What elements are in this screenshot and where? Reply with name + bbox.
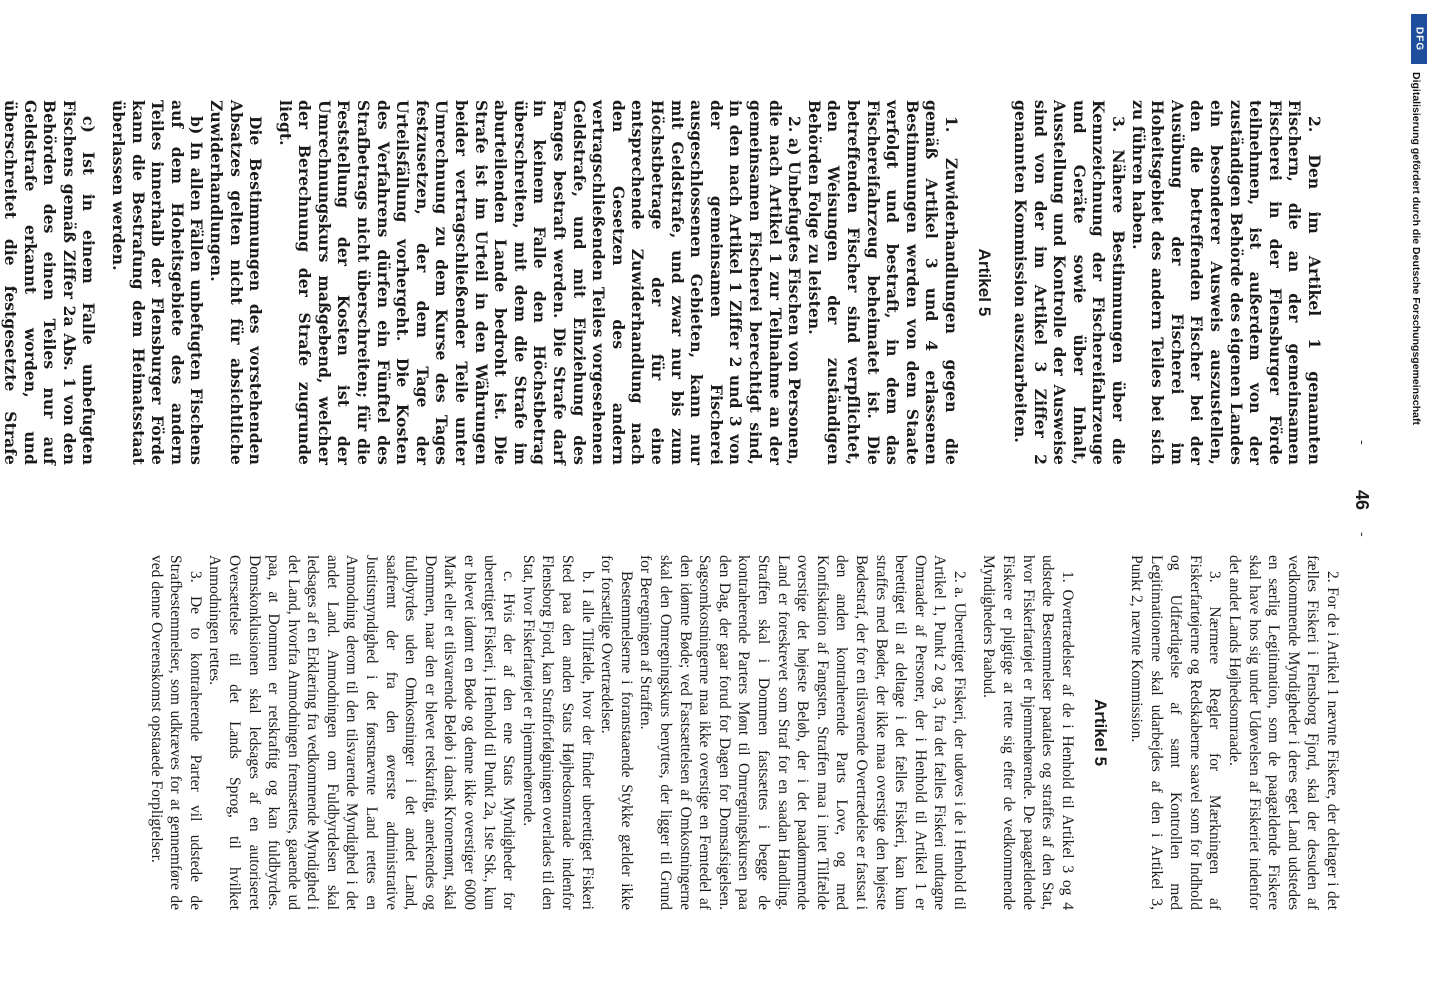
german-paragraph: b) In allen Fällen unbefugten Fischens auf dem Hoheitsgebiete des andern Teiles innerhalb der Flensburger Förde kann die Bestrafung dem Heimatsstaat überlassen werden. [108,100,207,465]
german-paragraph: 2. a) Unbefugtes Fischen von Personen, die nach Artikel 1 zur Teilnahme an der gemeinsamen Fischerei berechtigt sind, in den nach Artikel 1 Ziffer 2 und 3 von der gemeinsamen Fischerei ausgeschlossenen Gebieten, kann nur mit Geldstrafe, und zwar nur bis zum Höchstbetrage der für eine entsprechende Zuwiderhandlung nach den Gesetzen des andern vertragschließenden Teiles vorgesehenen Geldstrafe, und mit Einziehung des Fanges bestraft werden. Die Strafe darf in keinem Falle den Höchstbetrag überschreiten, mit dem die Strafe im aburteilenden Lande bedroht ist. Die Strafe ist im Urteil in den Währungen beider vertragschließender Teile unter Umrechnung zu dem Kurse des Tages festzusetzen, der dem Tage der Urteilsfällung vorhergeht. Die Kosten des Verfahrens dürfen ein Fünftel des Strafbetrags nicht überschreiten; für die Feststellung der Kosten ist der Umrechnungskurs maßgebend, welcher der Berechnung der Strafe zugrunde liegt. [275,100,805,465]
german-column [0,100,1324,465]
credit-caption: Digitalisierung gefördert durch die Deutsche Forschungsgemeinschaft [1410,72,1422,425]
danish-column [146,555,1342,910]
german-heading: Artikel 5 [975,248,995,317]
danish-paragraph: 1. Overtrædelser af de i Henhold til Artikel 3 og 4 udstedte Bestemmelser paatales og straffes af den Stat, hvor Fiskerfartøjet er hjemmehørende. De paagældende Fiskere er pligtige at rette sig efter de vedkommende Myndigheders Paabud. [980,555,1076,910]
dfg-logo: DFG [1411,14,1427,64]
danish-paragraph: c. Hvis der af den ene Stats Myndigheder for uberettiget Fiskeri, i Henhold til Punkt 2a, 1ste Stk., kun er blevet idømt en Bøde og denne ikke overstiger 6000 Mark eller et tilsvarende Beløb i dansk Kronemønt, skal Dommen, naar den er blevet retskraftig, anerkendes og fuldbyrdes uden Omkostninger i det andet Land, saafremt der fra den øverste administrative Justitsmyndighed i det førstnævnte Land rettes en Anmodning derom til den tilsvarende Myndighed i det andet Land. Anmodningen om Fuldbyrdelsen skal ledsages af en Erklæring fra vedkommende Myndighed i det Land, hvorfra Anmodningen fremsættes, gaaende ud paa, at Dommen er retskraftig og kan fuldbyrdes. Domskonklusionen skal ledsages af en autoriseret Oversættelse til det Lands Sprog, til hvilket Anmodningen rettes. [206,555,518,910]
german-paragraph: 2. Den im Artikel 1 genannten Fischern, die an der gemeinsamen Fischerei in der Flensburger Förde teilnehmen, ist außerdem von der zuständigen Behörde des eigenen Landes ein besonderer Ausweis auszustellen, den die betreffenden Fischer bei der Ausübung der Fischerei im Hoheitsgebiet des andern Teiles bei sich zu führen haben. [1128,100,1324,465]
margin-mark: - [1354,532,1370,537]
digitization-credit [1408,10,1434,425]
danish-paragraph: 3. De to kontraherende Parter vil udstede de Strafbestemmelser, som udkræves for at gennemføre de ved denne Overenskomst opstaaede Forpligtelser. [147,555,204,910]
danish-paragraph: 2. a. Uberettiget Fiskeri, der udøves i de i Henhold til Artikel 1, Punkt 2 og 3, fra det fælles Fiskeri undtagne Omraader af Personer, der i Henhold til Artikel 1 er berettiget til at deltage i det fælles Fiskeri, kan kun straffes med Bøder, der ikke maa overstige den højeste Bødestraf, der for en tilsvarende Overtrædelse er fastsat i den anden kontraherende Parts Love, og med Konfiskation af Fangsten. Straffen maa i intet Tilfælde overstige det højeste Beløb, der i det paadømmende Land er foreskrevet som Straf for en saadan Handling. Straffen skal i Dommen fastsættes i begge de kontraherende Parters Mønt til Omregningskursen paa den Dag, der gaar forud for Dagen for Domsafsigelsen. Sagsomkostningerne maa ikke overstige en Femtedel af den idømte Bøde; ved Fastsættelsen af Omkostningerne skal den Omregningskurs benyttes, der ligger til Grund for Beregningen af Straffen. [637,555,968,910]
danish-paragraph: 3. Nærmere Regler for Mærkningen af Fiskerfartøjerne og Redskaberne saavel som for Indhold og Udfærdigelse af samt Kontrollen med Legitimationerne skal udarbejdes af den i Artikel 3, Punkt 2, nævnte Kommission. [1128,555,1224,910]
danish-paragraph: 2. For de i Artikel 1 nævnte Fiskere, der deltager i det fælles Fiskeri i Flensborg Fjord, skal der desuden af vedkommende Myndigheder i deres eget Land udstedes en særlig Legitimation, som de paagældende Fiskere skal have hos sig under Udøvelsen af Fiskeriet indenfor det andet Lands Højhedsomraade. [1226,555,1341,910]
german-paragraph: Die Bestimmungen des vorstehenden Absatzes gelten nicht für absichtliche Zuwiderhandlungen. [206,100,266,465]
danish-paragraph: b. I alle Tilfælde, hvor der finder uberettiget Fiskeri Sted paa den anden Stats Højhedsomraade indenfor Flensborg Fjord, kan Strafforfølgningen overlades til den Stat, hvor Fiskerfartøjet er hjemmehørende. [519,555,596,910]
german-paragraph: 1. Zuwiderhandlungen gegen die gemäß Artikel 3 und 4 erlassenen Bestimmungen werden von dem Staate verfolgt und bestraft, in dem das Fischereifahrzeug beheimatet ist. Die betreffenden Fischer sind verpflichtet, den Weisungen der zuständigen Behörden Folge zu leisten. [804,100,961,465]
page-number: 46 [1352,490,1372,511]
danish-paragraph: Bestemmelserne i foranstaaende Stykke gælder ikke for forsætlige Overtrædelser. [598,555,635,910]
german-paragraph: 3. Nähere Bestimmungen über die Kennzeichnung der Fischereifahrzeuge und Geräte sowie über Inhalt, Ausstellung und Kontrolle der Ausweise sind von der im Artikel 3 Ziffer 2 genannten Kommission auszuarbeiten. [1011,100,1129,465]
danish-heading: Artikel 5 [1091,698,1111,767]
margin-mark: - [1354,440,1370,445]
german-paragraph: c) Ist in einem Falle unbefugten Fischens gemäß Ziffer 2a Abs. 1 von den Behörden des einen Teiles nur auf Geldstrafe erkannt worden, und überschreitet die festgesetzte Strafe [1,100,99,465]
